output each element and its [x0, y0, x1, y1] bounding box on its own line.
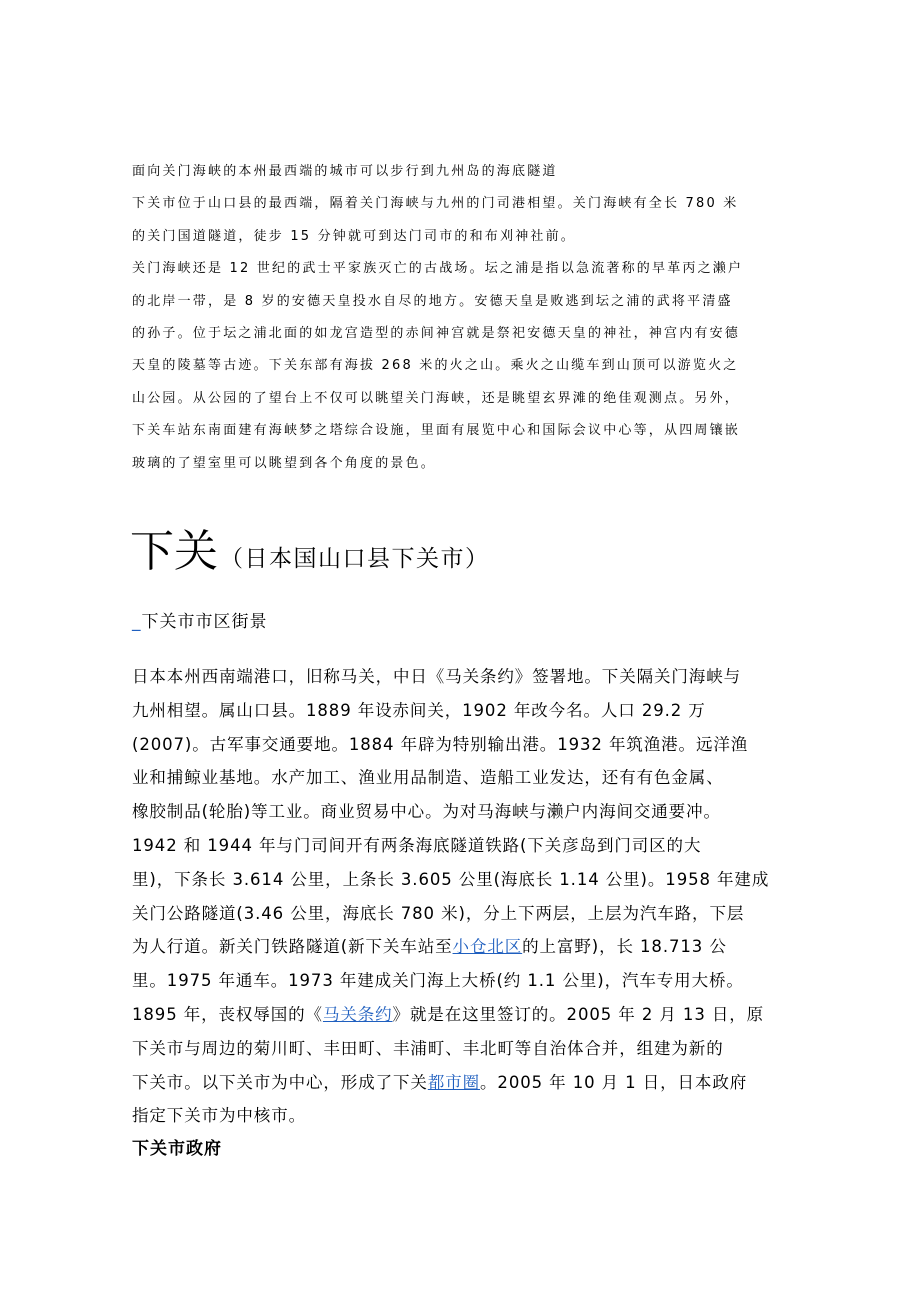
body-line [132, 998, 804, 1032]
body-text-span: 下关市。以下关市为中心，形成了下关 [132, 1072, 428, 1092]
body-line: 里。1975 年通车。1973 年建成关门海上大桥(约 1.1 公里)，汽车专用大桥。 [132, 971, 744, 991]
body-text-span: 》就是在这里签订的。2005 年 2 月 13 日，原 [392, 1004, 765, 1024]
intro-line: 下关市位于山口县的最西端，隔着关门海峡与九州的门司港相望。关门海峡有全长 780 米 [132, 196, 739, 212]
body-text-span: 。2005 年 10 月 1 日，日本政府 [480, 1072, 748, 1092]
intro-line: 的孙子。位于坛之浦北面的如龙宫造型的赤间神宫就是祭祀安德天皇的神社，神宫内有安德 [132, 325, 741, 341]
intro-line: 的北岸一带，是 8 岁的安德天皇投水自尽的地方。安德天皇是败逃到坛之浦的武将平清盛 [132, 293, 733, 309]
page-title [130, 524, 490, 580]
image-caption [132, 607, 268, 632]
page-title-main: 下关 [130, 526, 218, 577]
intro-line: 下关车站东南面建有海峡梦之塔综合设施，里面有展览中心和国际会议中心等，从四周镶嵌 [132, 423, 741, 439]
intro-line: 山公园。从公园的了望台上不仅可以眺望关门海峡，还是眺望玄界滩的绝佳观测点。另外， [132, 390, 741, 406]
body-line: 橡胶制品(轮胎)等工业。商业贸易中心。为对马海峡与濑户内海间交通要冲。 [132, 802, 721, 822]
caption-text: 下关市市区街景 [141, 612, 268, 632]
body-line: 九州相望。属山口县。1889 年设赤间关，1902 年改今名。人口 29.2 万 [132, 700, 706, 720]
body-line: 里)，下条长 3.614 公里，上条长 3.605 公里(海底长 1.14 公里)。1958 年建成 [132, 869, 770, 889]
body-text-span: 为人行道。新关门铁路隧道(新下关车站至 [132, 937, 453, 957]
intro-line: 玻璃的了望室里可以眺望到各个角度的景色。 [132, 455, 437, 471]
link-kokura-kita[interactable]: 小仓北区 [452, 937, 523, 957]
body-text-span: 的上富野)，长 18.713 公 [522, 937, 727, 957]
body-line: 日本本州西南端港口，旧称马关，中日《马关条约》签署地。下关隔关门海峡与 [132, 667, 741, 686]
body-line: (2007)。古军事交通要地。1884 年辟为特别输出港。1932 年筑渔港。远洋渔 [132, 734, 749, 754]
body-line: 1942 和 1944 年与门司间开有两条海底隧道铁路(下关彦岛到门司区的大 [132, 835, 702, 855]
link-treaty[interactable]: 马关条约 [322, 1004, 393, 1024]
caption-underline-marker: _ [132, 612, 142, 632]
page-title-subtitle: （日本国山口县下关市） [220, 546, 490, 572]
section-heading-city-government: 下关市政府 [132, 1139, 222, 1159]
intro-section [132, 162, 792, 486]
body-line: 业和捕鲸业基地。水产加工、渔业用品制造、造船工业发达，还有有色金属、 [132, 768, 724, 788]
intro-line: 的关门国道隧道，徒步 15 分钟就可到达门司市的和布刈神社前。 [132, 228, 577, 244]
intro-line: 关门海峡还是 12 世纪的武士平家族灭亡的古战场。坛之浦是指以急流著称的早革丙之濑户 [132, 261, 744, 277]
body-line [132, 1066, 804, 1100]
body-line: 关门公路隧道(3.46 公里，海底长 780 米)，分上下两层，上层为汽车路，下层 [132, 903, 745, 923]
intro-line: 天皇的陵墓等古迹。下关东部有海拔 268 米的火之山。乘火之山缆车到山顶可以游览火之 [132, 358, 739, 374]
link-metropolitan-area[interactable]: 都市圈 [427, 1072, 481, 1092]
intro-caption: 面向关门海峡的本州最西端的城市可以步行到九州岛的海底隧道 [132, 164, 558, 179]
body-text-span: 1895 年，丧权辱国的《 [132, 1004, 323, 1024]
body-line [132, 930, 804, 964]
body-text [132, 660, 804, 1133]
body-line: 下关市与周边的菊川町、丰田町、丰浦町、丰北町等自治体合并，组建为新的 [132, 1038, 724, 1058]
body-line: 指定下关市为中核市。 [132, 1106, 306, 1126]
